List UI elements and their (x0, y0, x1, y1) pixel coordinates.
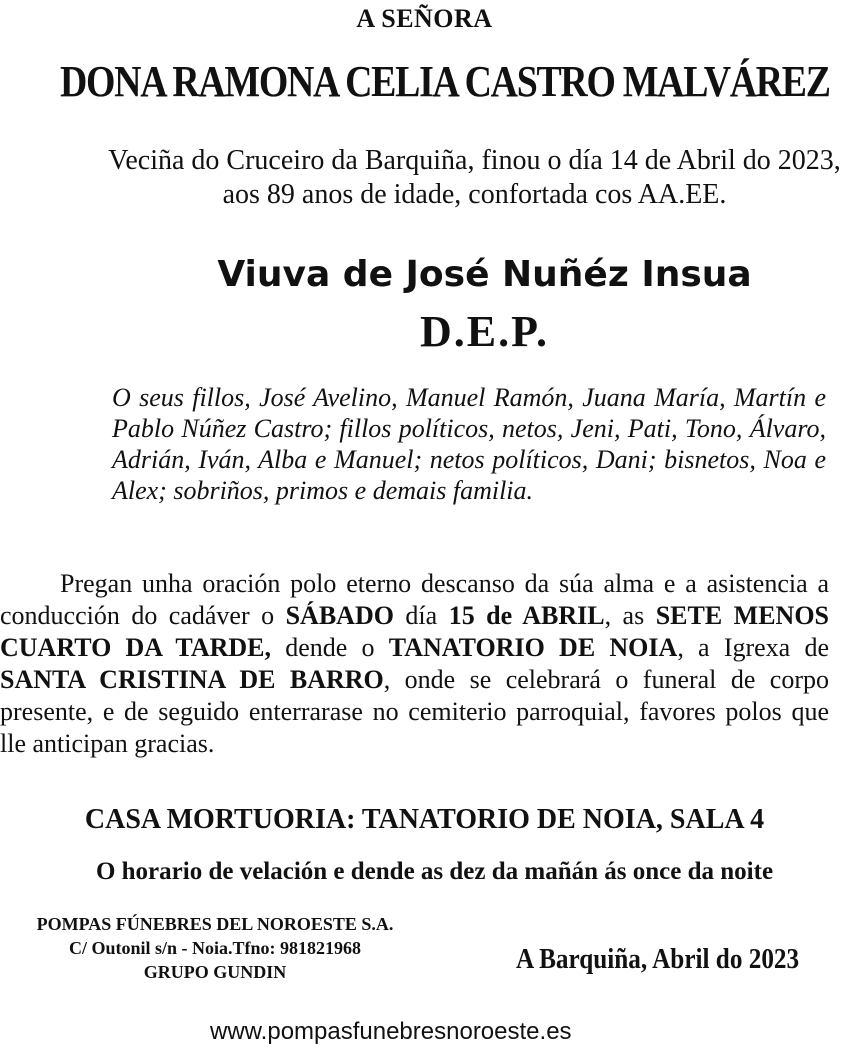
salutation: A SEÑORA (356, 4, 493, 33)
prayer-text-5: , a Igrexa de (677, 633, 829, 662)
vigil-hours: O horario de velación e dende as dez da mañán ás once da noite (95, 858, 774, 885)
prayer-day: SÁBADO (285, 601, 394, 630)
death-notice (100, 144, 849, 212)
prayer-paragraph (0, 568, 829, 760)
prayer-text-6: , onde se celebrará o funeral de corpo presente, e de seguido enterrarase no cemiterio parroquial, favores polos que lle anticipan gracias. (0, 665, 829, 758)
death-notice-line-2: aos 89 anos de idade, confortada cos AA.EE. (222, 179, 727, 210)
funeral-home-name: POMPAS FÚNEBRES DEL NOROESTE S.A. (36, 914, 394, 934)
mortuary-line: CASA MORTUORIA: TANATORIO DE NOIA, SALA 4 (84, 804, 765, 835)
place-date: A Barquiña, Abril do 2023 (516, 944, 800, 975)
prayer-church: SANTA CRISTINA DE BARRO (0, 665, 384, 694)
prayer-time: SETE MENOS CUARTO DA TARDE, (0, 601, 830, 662)
prayer-text-4: dende o (271, 633, 389, 662)
prayer-date: 15 de ABRIL (448, 601, 605, 630)
death-notice-line-1: Veciña do Cruceiro da Barquiña, finou o día 14 de Abril do 2023, (108, 145, 841, 176)
prayer-text-3: , as (604, 601, 656, 630)
prayer-text-2: día (393, 601, 449, 630)
family-paragraph: O seus fillos, José Avelino, Manuel Ramón, Juana María, Martín e Pablo Núñez Castro; fillos políticos, netos, Jeni, Pati, Tono, Álvaro, Adrián, Iván, Alba e Manuel; netos políticos, Dani; bisnetos, Noa e Alex; sobriños, primos e demais familia. (112, 383, 826, 505)
website-link[interactable]: www.pompasfunebresnoroeste.es (210, 1018, 572, 1045)
widow-line: Viuva de José Nuñéz Insua (217, 254, 752, 295)
funeral-home-group: GRUPO GUNDIN (143, 962, 287, 982)
prayer-text-1: Pregan unha oración polo eterno descanso da súa alma e a asistencia a conducción do cadáver o (0, 569, 829, 630)
funeral-home-block (0, 912, 430, 984)
funeral-home-address: C/ Outonil s/n - Noia.Tfno: 981821968 (68, 938, 362, 958)
dep-heading: D.E.P. (420, 307, 549, 356)
prayer-origin: TANATORIO DE NOIA (388, 633, 678, 662)
deceased-name: DONA RAMONA CELIA CASTRO MALVÁREZ (60, 57, 830, 106)
